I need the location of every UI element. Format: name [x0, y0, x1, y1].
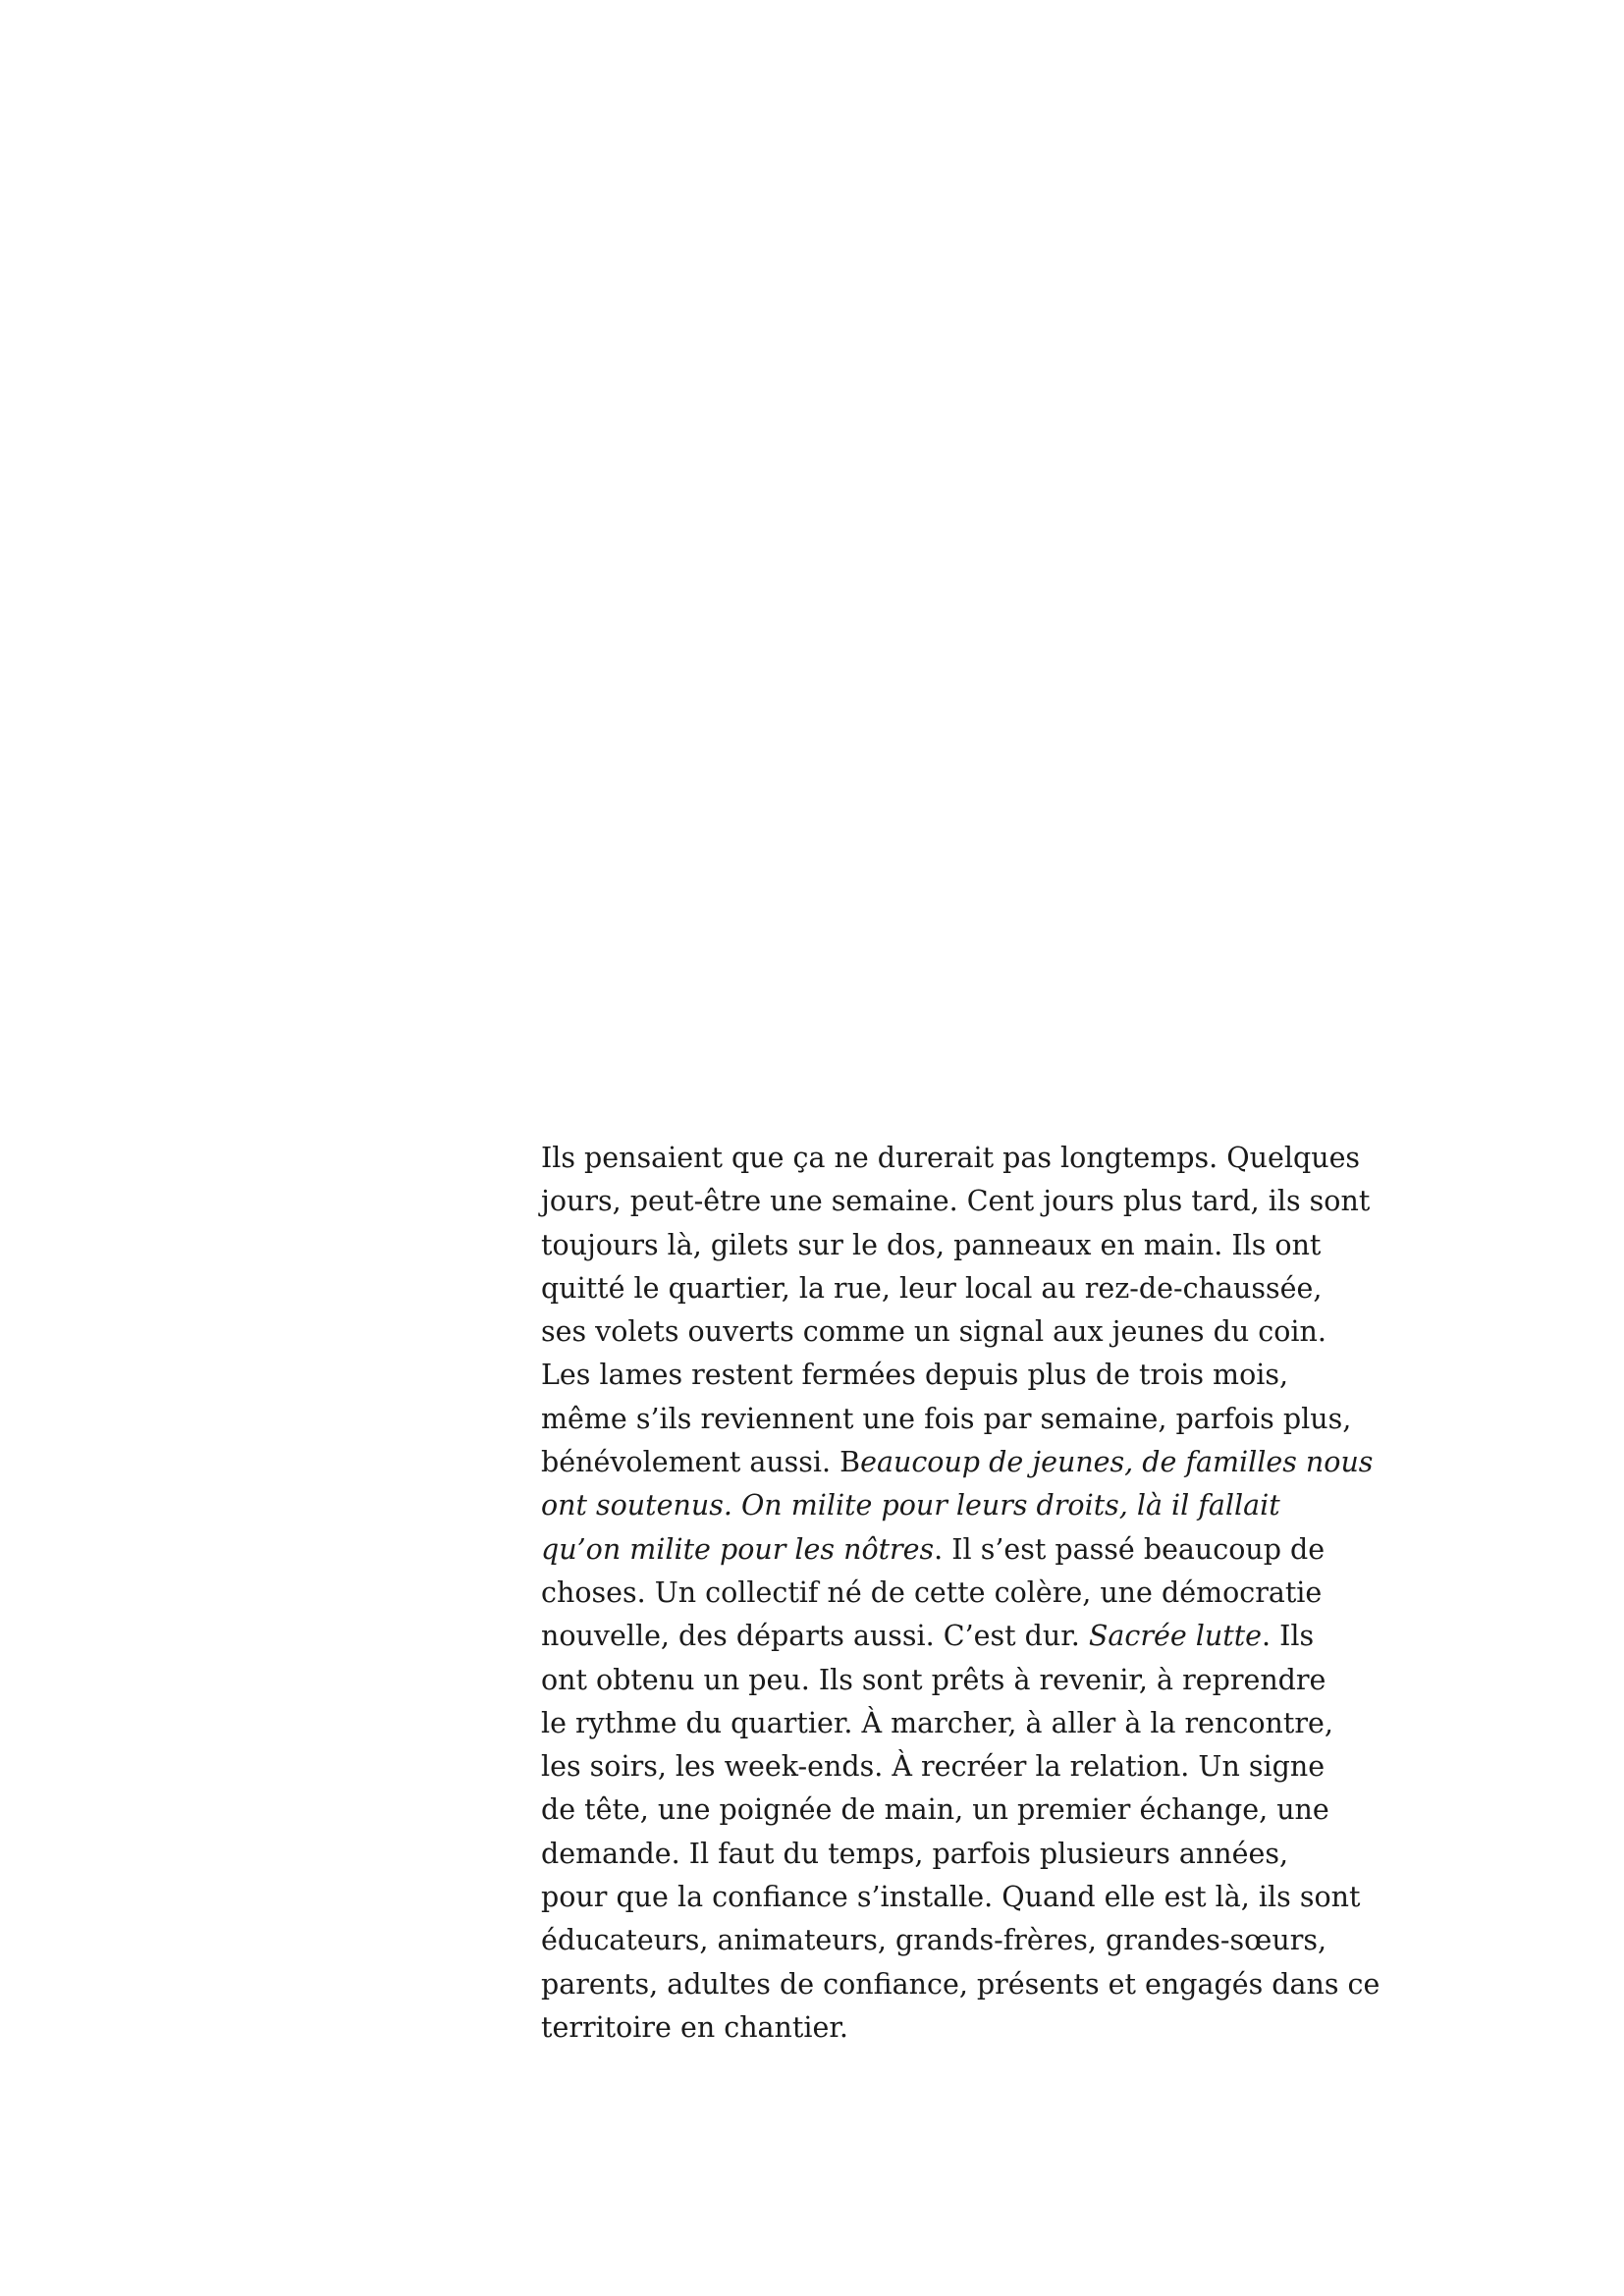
- text-run: bénévolement aussi. B: [541, 1446, 861, 1479]
- text-line: [541, 1659, 1405, 1702]
- text-run: pour que la confiance s’installe. Quand elle est là, ils sont: [541, 1881, 1361, 1914]
- text-run: Les lames restent fermées depuis plus de trois mois,: [541, 1359, 1289, 1392]
- text-line: [541, 1398, 1405, 1441]
- text-line: [541, 1224, 1405, 1267]
- text-line: [541, 1745, 1405, 1789]
- text-line: [541, 1789, 1405, 1832]
- text-line: [541, 1354, 1405, 1397]
- text-run: ont obtenu un peu. Ils sont prêts à revenir, à reprendre: [541, 1663, 1326, 1696]
- text-run: jours, peut-être une semaine. Cent jours plus tard, ils sont: [541, 1185, 1371, 1218]
- text-line: [541, 1180, 1405, 1223]
- text-run: parents, adultes de confiance, présents et engagés dans ce: [541, 1967, 1380, 2001]
- text-run: quitté le quartier, la rue, leur local au rez-de-chaussée,: [541, 1271, 1323, 1305]
- text-line: [541, 1876, 1405, 1919]
- text-run: Ils pensaient que ça ne durerait pas longtemps. Quelques: [541, 1142, 1361, 1174]
- text-line: [541, 1441, 1405, 1484]
- text-run: ses volets ouverts comme un signal aux jeunes du coin.: [541, 1315, 1326, 1349]
- text-run: nouvelle, des départs aussi. C’est dur.: [541, 1620, 1089, 1653]
- italic-text-run: ont soutenus. On milite pour leurs droits, là il fallait: [541, 1489, 1280, 1522]
- italic-text-run: Sacrée lutte: [1088, 1620, 1263, 1653]
- text-line: [541, 1572, 1405, 1615]
- text-run: le rythme du quartier. À marcher, à aller à la rencontre,: [541, 1706, 1333, 1739]
- italic-text-run: qu’on milite pour les nôtres: [541, 1532, 935, 1566]
- text-line: [541, 1528, 1405, 1572]
- text-line: [541, 2006, 1405, 2050]
- text-run: les soirs, les week-ends. À recréer la relation. Un signe: [541, 1750, 1326, 1784]
- body-paragraph: [541, 1137, 1405, 2050]
- text-run: . Ils: [1262, 1620, 1315, 1653]
- text-line: [541, 1484, 1405, 1527]
- text-line: [541, 1267, 1405, 1310]
- text-run: territoire en chantier.: [541, 2010, 848, 2044]
- italic-text-run: eaucoup de jeunes, de familles nous: [860, 1446, 1374, 1479]
- text-line: [541, 1919, 1405, 1962]
- text-run: toujours là, gilets sur le dos, panneaux en main. Ils ont: [541, 1228, 1322, 1261]
- text-line: [541, 1615, 1405, 1658]
- text-run: demande. Il faut du temps, parfois plusieurs années,: [541, 1837, 1289, 1870]
- text-line: [541, 1702, 1405, 1745]
- text-run: éducateurs, animateurs, grands-frères, grandes-sœurs,: [541, 1924, 1327, 1957]
- text-run: de tête, une poignée de main, un premier échange, une: [541, 1793, 1329, 1827]
- text-line: [541, 1137, 1405, 1180]
- text-run: choses. Un collectif né de cette colère, une démocratie: [541, 1575, 1323, 1609]
- text-line: [541, 1310, 1405, 1354]
- text-line: [541, 1833, 1405, 1876]
- text-run: même s’ils reviennent une fois par semaine, parfois plus,: [541, 1402, 1352, 1435]
- text-line: [541, 1963, 1405, 2006]
- text-run: . Il s’est passé beaucoup de: [934, 1532, 1326, 1566]
